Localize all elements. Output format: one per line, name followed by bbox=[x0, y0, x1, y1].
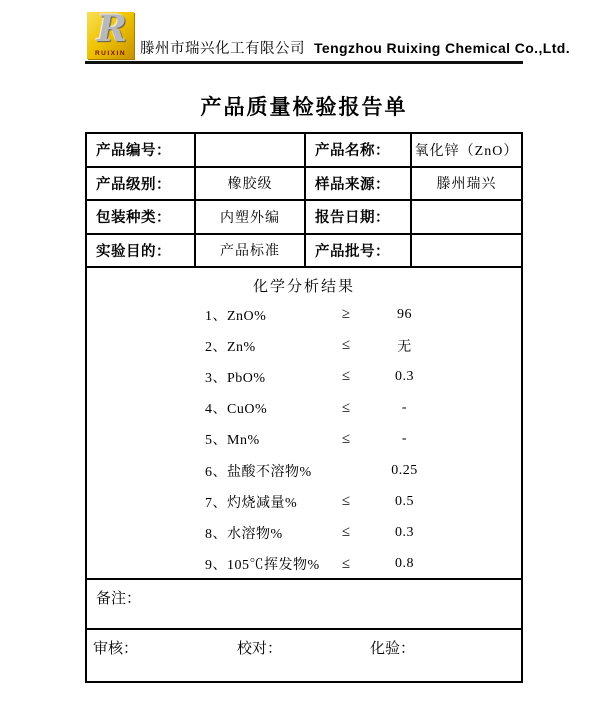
analysis-item-value: 0.3 bbox=[395, 368, 414, 384]
analysis-item-relation: ≤ bbox=[341, 430, 351, 447]
analysis-item-row bbox=[87, 486, 521, 517]
field-label: 产品级别： bbox=[87, 168, 196, 200]
analysis-item-name: 4、CuO% bbox=[205, 402, 268, 418]
analysis-item-row bbox=[87, 549, 521, 580]
company-name-line bbox=[140, 37, 570, 58]
analysis-item-relation: ≤ bbox=[341, 493, 351, 510]
analysis-item-value: 96 bbox=[397, 306, 412, 322]
field-label: 样品来源： bbox=[306, 168, 412, 200]
analysis-item-row bbox=[87, 299, 521, 330]
field-value bbox=[196, 134, 306, 166]
analysis-item-name: 9、105℃挥发物% bbox=[205, 558, 320, 574]
info-row bbox=[87, 134, 521, 168]
analysis-item-relation: ≤ bbox=[341, 337, 351, 354]
report-table bbox=[85, 132, 523, 683]
analysis-item-name: 2、Zn% bbox=[205, 339, 256, 355]
company-name-english: Tengzhou Ruixing Chemical Co.,Ltd. bbox=[314, 40, 571, 56]
field-label: 产品编号： bbox=[87, 134, 196, 166]
analysis-item-value: - bbox=[401, 431, 408, 447]
analysis-item-relation: ≤ bbox=[341, 555, 351, 572]
analysis-item-name: 6、盐酸不溶物% bbox=[205, 464, 312, 480]
info-row bbox=[87, 235, 521, 269]
ruixin-logo-icon bbox=[87, 8, 134, 59]
analysis-item-relation: ≥ bbox=[341, 306, 351, 323]
analysis-item-row bbox=[87, 455, 521, 486]
analysis-item-row bbox=[87, 361, 521, 392]
field-label: 包装种类： bbox=[87, 201, 196, 233]
field-value: 橡胶级 bbox=[196, 168, 306, 200]
analysis-section-title: 化学分析结果 bbox=[252, 279, 355, 295]
company-name-chinese: 滕州市瑞兴化工有限公司 bbox=[140, 41, 305, 57]
analysis-item-name: 8、水溶物% bbox=[205, 526, 283, 542]
analysis-item-relation: ≤ bbox=[341, 524, 351, 541]
remarks-label: 备注： bbox=[96, 591, 142, 607]
analysis-item-value: 无 bbox=[397, 339, 412, 355]
analysis-item-name: 7、灼烧减量% bbox=[205, 495, 298, 511]
field-value bbox=[412, 201, 521, 233]
analysis-item-row bbox=[87, 424, 521, 455]
field-label: 报告日期： bbox=[306, 201, 412, 233]
signatures-row bbox=[87, 630, 521, 681]
analysis-items bbox=[87, 299, 521, 580]
reviewer-label: 审核： bbox=[93, 641, 139, 657]
field-label: 实验目的： bbox=[87, 235, 196, 267]
field-value: 氧化锌（ZnO） bbox=[414, 143, 519, 159]
analysis-section bbox=[87, 268, 521, 580]
header-divider-line bbox=[85, 61, 523, 64]
field-label: 产品批号： bbox=[306, 235, 412, 267]
logo-brand-text: RUIXIN bbox=[94, 50, 127, 57]
analysis-item-relation: ≤ bbox=[341, 368, 351, 385]
field-label: 产品名称： bbox=[306, 134, 412, 166]
analysis-item-name: 1、ZnO% bbox=[205, 308, 267, 324]
proofreader-label: 校对： bbox=[237, 641, 283, 657]
remarks-cell bbox=[87, 580, 521, 630]
logo-r-letter: R bbox=[97, 8, 127, 50]
analysis-item-row bbox=[87, 517, 521, 548]
analysis-item-name: 5、Mn% bbox=[205, 433, 260, 449]
field-value: 产品标准 bbox=[196, 235, 306, 267]
analysis-item-value: 0.3 bbox=[395, 524, 414, 540]
analysis-item-row bbox=[87, 393, 521, 424]
field-value: 滕州瑞兴 bbox=[436, 177, 497, 193]
info-row bbox=[87, 168, 521, 202]
analysis-item-value: 0.8 bbox=[395, 556, 414, 572]
analysis-item-name: 3、PbO% bbox=[205, 370, 266, 386]
analysis-item-row bbox=[87, 330, 521, 361]
analysis-item-value: 0.5 bbox=[395, 493, 414, 509]
analysis-item-relation: ≤ bbox=[341, 399, 351, 416]
company-header bbox=[85, 8, 571, 61]
tester-label: 化验： bbox=[370, 641, 416, 657]
field-value: 内塑外编 bbox=[196, 201, 306, 233]
analysis-item-value: 0.25 bbox=[391, 462, 418, 478]
page-title: 产品质量检验报告单 bbox=[200, 96, 408, 119]
info-rows bbox=[87, 134, 521, 268]
info-row bbox=[87, 201, 521, 235]
analysis-item-value: - bbox=[401, 400, 408, 416]
field-value bbox=[412, 235, 521, 267]
